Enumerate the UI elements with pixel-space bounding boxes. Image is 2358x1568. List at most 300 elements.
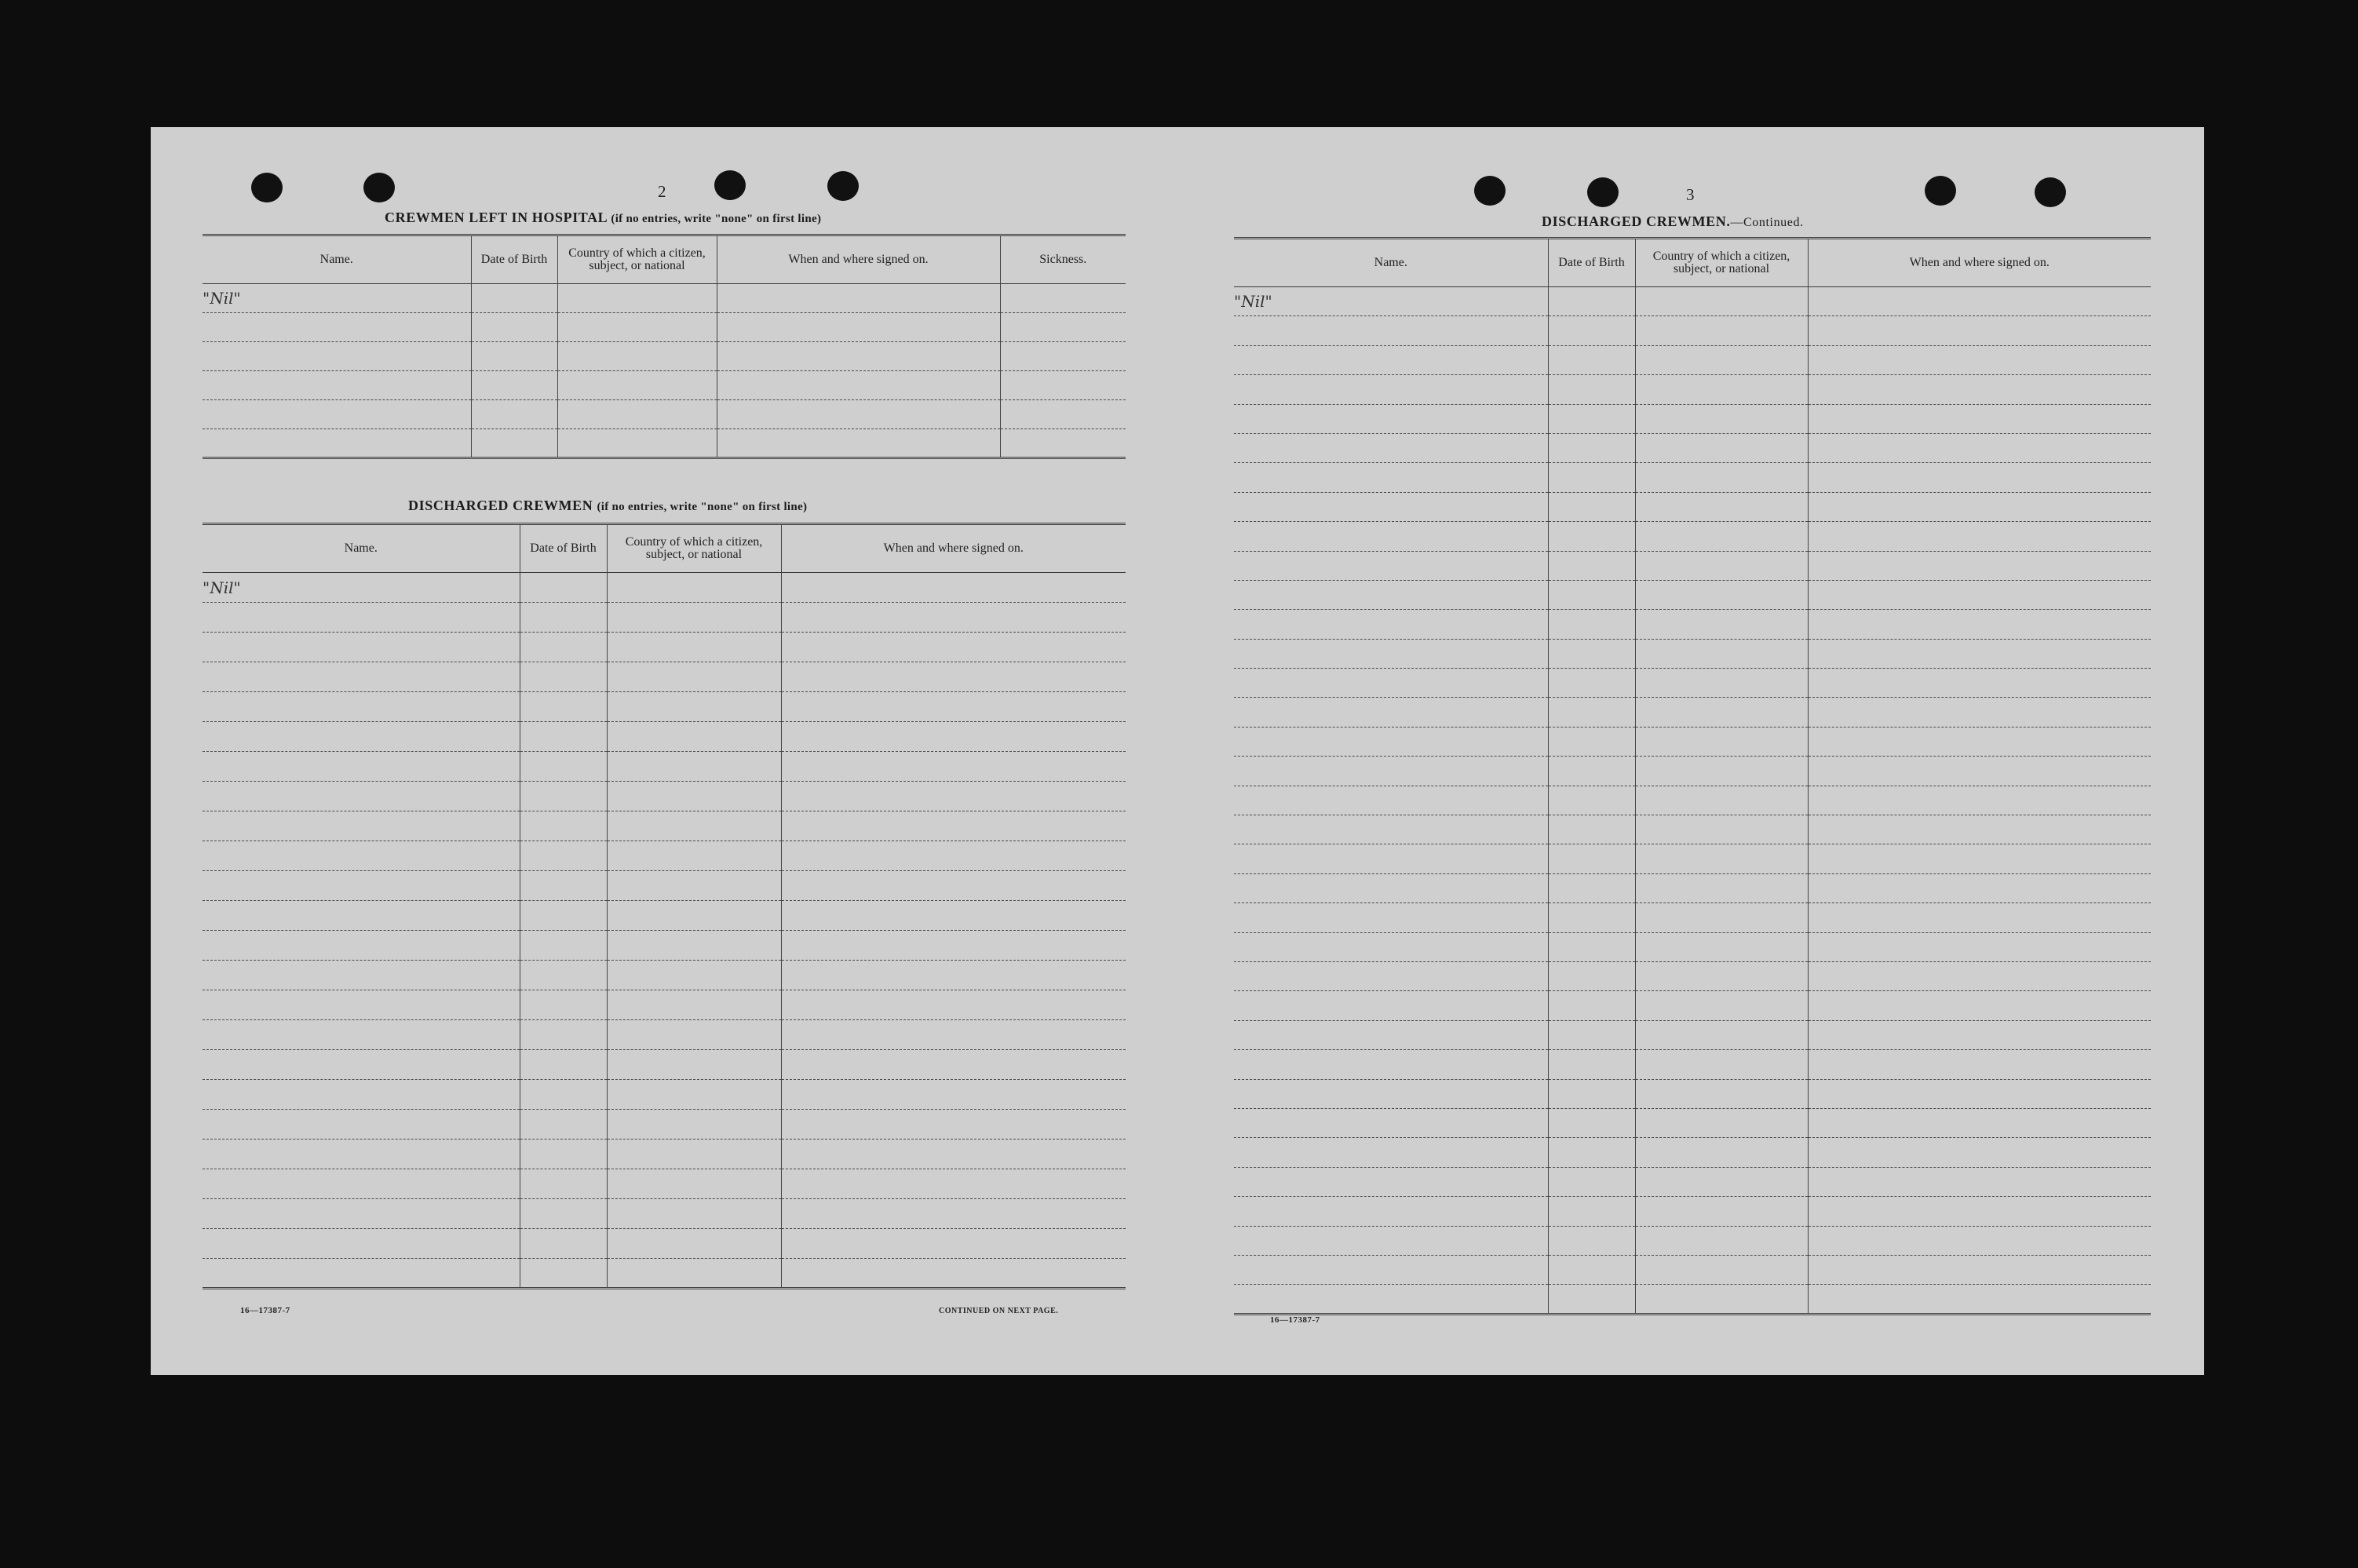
binder-hole	[251, 173, 283, 202]
table-row	[203, 722, 1126, 752]
table-cell	[1635, 932, 1808, 961]
table-row	[1234, 1138, 2151, 1167]
table-cell	[1548, 433, 1635, 462]
binder-hole	[1474, 176, 1506, 206]
table-row	[203, 990, 1126, 1020]
table-cell	[203, 371, 471, 400]
table-row	[1234, 1079, 2151, 1108]
table-cell	[520, 692, 607, 722]
table-cell	[1635, 1197, 1808, 1226]
table-cell	[203, 1110, 520, 1140]
table-cell	[1808, 345, 2151, 374]
table-cell	[203, 990, 520, 1020]
table-row	[203, 1140, 1126, 1169]
table-cell	[1234, 1020, 1548, 1049]
table-cell	[1635, 991, 1808, 1020]
table-cell	[203, 901, 520, 931]
table-row	[1234, 1285, 2151, 1314]
table-cell	[203, 1229, 520, 1259]
table-row	[1234, 961, 2151, 990]
table-cell	[781, 1169, 1126, 1199]
table-cell	[1635, 287, 1808, 316]
table-row	[1234, 345, 2151, 374]
table-row	[203, 1199, 1126, 1229]
table-cell	[1548, 345, 1635, 374]
table-cell	[607, 662, 781, 692]
table-row	[1234, 433, 2151, 462]
table-cell	[1548, 1050, 1635, 1079]
table-row	[1234, 727, 2151, 756]
table-row	[203, 1080, 1126, 1110]
table-cell	[781, 1020, 1126, 1050]
table-cell	[520, 752, 607, 782]
handwritten-nil-entry: "Nil"	[203, 284, 471, 313]
table-cell	[1234, 316, 1548, 345]
table-cell	[607, 811, 781, 841]
table-cell	[781, 841, 1126, 871]
table-cell	[1234, 1197, 1548, 1226]
table-cell	[1635, 639, 1808, 668]
table-row	[203, 692, 1126, 722]
table-cell	[1635, 551, 1808, 580]
table-cell	[1548, 316, 1635, 345]
table-cell	[1548, 903, 1635, 932]
hospital-section-title	[385, 210, 821, 226]
table-cell	[781, 573, 1126, 603]
table-cell	[1548, 463, 1635, 492]
column-header-sickness: Sickness.	[1000, 235, 1126, 284]
table-cell	[520, 841, 607, 871]
table-cell	[1000, 371, 1126, 400]
table-cell	[1635, 375, 1808, 404]
table-cell	[1548, 757, 1635, 786]
table-cell	[1635, 873, 1808, 903]
table-cell	[203, 1020, 520, 1050]
table-cell	[1808, 551, 2151, 580]
table-cell	[607, 871, 781, 901]
table-cell	[1635, 404, 1808, 433]
table-cell	[203, 633, 520, 662]
table-cell	[520, 961, 607, 990]
table-cell	[1234, 639, 1548, 668]
table-cell	[1234, 757, 1548, 786]
handwritten-nil-entry: "Nil"	[1234, 287, 1548, 316]
table-cell	[1635, 610, 1808, 639]
table-row	[1234, 492, 2151, 521]
table-cell	[781, 931, 1126, 961]
table-cell	[781, 1050, 1126, 1080]
column-header-signed-on: When and where signed on.	[717, 235, 1000, 284]
table-cell	[520, 1229, 607, 1259]
table-cell	[1808, 815, 2151, 844]
table-cell	[781, 1229, 1126, 1259]
discharged-title-note: (if no entries, write "none" on first line)	[597, 501, 808, 513]
binder-hole	[1925, 176, 1956, 206]
table-cell	[1808, 786, 2151, 815]
table-cell	[717, 371, 1000, 400]
table-cell	[607, 722, 781, 752]
table-cell	[1234, 1285, 1548, 1314]
table-cell	[1548, 1020, 1635, 1049]
table-cell	[607, 990, 781, 1020]
table-cell	[203, 961, 520, 990]
handwritten-nil-entry: "Nil"	[203, 573, 520, 603]
binder-hole	[2035, 177, 2066, 207]
table-cell	[1548, 580, 1635, 609]
table-cell	[781, 692, 1126, 722]
table-cell	[1234, 815, 1548, 844]
table-row	[1234, 932, 2151, 961]
table-row	[1234, 551, 2151, 580]
column-header-name: Name.	[203, 235, 471, 284]
table-cell	[520, 1050, 607, 1080]
table-cell	[203, 722, 520, 752]
table-cell	[203, 752, 520, 782]
table-row	[203, 1020, 1126, 1050]
table-cell	[1548, 639, 1635, 668]
table-cell	[717, 313, 1000, 342]
table-cell	[520, 1259, 607, 1289]
form-sheet	[151, 127, 2204, 1375]
table-cell	[1234, 345, 1548, 374]
table-cell	[1635, 1167, 1808, 1196]
table-cell	[1234, 844, 1548, 873]
table-cell	[520, 782, 607, 811]
table-cell	[1808, 1285, 2151, 1314]
form-number: 16—17387-7	[240, 1306, 290, 1315]
table-cell	[203, 692, 520, 722]
table-cell	[1808, 463, 2151, 492]
table-cell	[1234, 1167, 1548, 1196]
table-cell	[520, 990, 607, 1020]
table-cell	[1635, 815, 1808, 844]
table-cell	[1234, 1079, 1548, 1108]
hospital-table	[203, 234, 1126, 459]
table-row	[203, 603, 1126, 633]
table-cell	[1548, 375, 1635, 404]
table-cell	[781, 961, 1126, 990]
table-cell	[520, 931, 607, 961]
table-cell	[520, 603, 607, 633]
table-cell	[1635, 698, 1808, 727]
table-row	[203, 752, 1126, 782]
table-cell	[1635, 757, 1808, 786]
table-cell	[203, 1259, 520, 1289]
binder-hole	[827, 171, 859, 201]
table-cell	[1234, 522, 1548, 551]
table-row	[1234, 463, 2151, 492]
table-cell	[1808, 1138, 2151, 1167]
table-row	[203, 342, 1126, 371]
table-cell	[1548, 727, 1635, 756]
table-cell	[717, 429, 1000, 458]
table-row	[203, 1110, 1126, 1140]
table-cell	[1234, 404, 1548, 433]
table-cell	[1635, 345, 1808, 374]
table-cell	[1548, 844, 1635, 873]
column-header-date-of-birth: Date of Birth	[471, 235, 557, 284]
table-cell	[1548, 815, 1635, 844]
table-row	[1234, 669, 2151, 698]
table-cell	[781, 1199, 1126, 1229]
table-cell	[1548, 786, 1635, 815]
table-cell	[1234, 727, 1548, 756]
table-row	[203, 961, 1126, 990]
table-cell	[1635, 433, 1808, 462]
table-cell	[1548, 1255, 1635, 1284]
table-cell	[1808, 727, 2151, 756]
table-cell	[607, 1169, 781, 1199]
table-row	[1234, 698, 2151, 727]
table-cell	[1808, 1050, 2151, 1079]
table-cell	[557, 400, 717, 429]
table-row	[1234, 1226, 2151, 1255]
table-cell	[1808, 932, 2151, 961]
column-header-name: Name.	[1234, 239, 1548, 287]
table-cell	[203, 400, 471, 429]
table-cell	[520, 662, 607, 692]
table-cell	[1548, 1079, 1635, 1108]
table-cell	[1808, 698, 2151, 727]
table-cell	[607, 603, 781, 633]
table-cell	[203, 313, 471, 342]
discharged-continued-table	[1234, 237, 2151, 1315]
table-cell	[520, 1140, 607, 1169]
table-cell	[203, 1050, 520, 1080]
table-cell	[1635, 316, 1808, 345]
table-cell	[1234, 1108, 1548, 1137]
table-cell	[607, 1020, 781, 1050]
table-cell	[781, 603, 1126, 633]
table-cell	[607, 1199, 781, 1229]
table-cell	[1234, 1255, 1548, 1284]
form-number: 16—17387-7	[1270, 1315, 1320, 1325]
table-row	[203, 313, 1126, 342]
table-cell	[471, 400, 557, 429]
table-cell	[1000, 429, 1126, 458]
table-row	[203, 1259, 1126, 1289]
table-cell	[520, 722, 607, 752]
table-cell	[1234, 463, 1548, 492]
table-cell	[520, 1020, 607, 1050]
table-cell	[1234, 1138, 1548, 1167]
table-cell	[607, 692, 781, 722]
binder-hole	[1587, 177, 1619, 207]
column-header-country: Country of which a citizen, subject, or national	[1635, 239, 1808, 287]
table-cell	[1808, 1167, 2151, 1196]
column-header-name: Name.	[203, 524, 520, 573]
table-row	[203, 662, 1126, 692]
table-row	[1234, 404, 2151, 433]
table-row	[1234, 844, 2151, 873]
continued-label: —Continued.	[1730, 216, 1804, 229]
table-cell	[1234, 1226, 1548, 1255]
table-cell	[1808, 1108, 2151, 1137]
table-cell	[1635, 1285, 1808, 1314]
table-cell	[1548, 1167, 1635, 1196]
table-cell	[607, 901, 781, 931]
table-row	[1234, 757, 2151, 786]
table-row	[203, 1229, 1126, 1259]
table-cell	[203, 662, 520, 692]
table-cell	[781, 871, 1126, 901]
table-cell	[471, 313, 557, 342]
table-row	[1234, 375, 2151, 404]
column-header-signed-on: When and where signed on.	[1808, 239, 2151, 287]
table-cell	[1635, 844, 1808, 873]
table-row	[1234, 991, 2151, 1020]
column-header-date-of-birth: Date of Birth	[1548, 239, 1635, 287]
table-cell	[1808, 404, 2151, 433]
table-cell	[717, 342, 1000, 371]
table-cell	[1548, 991, 1635, 1020]
page-number: 2	[658, 182, 666, 201]
table-cell	[203, 1080, 520, 1110]
table-cell	[1635, 1079, 1808, 1108]
table-cell	[781, 633, 1126, 662]
table-cell	[717, 400, 1000, 429]
table-cell	[1808, 669, 2151, 698]
table-cell	[781, 1110, 1126, 1140]
table-cell	[1635, 1108, 1808, 1137]
table-cell	[607, 961, 781, 990]
table-cell	[1635, 727, 1808, 756]
table-cell	[607, 931, 781, 961]
table-cell	[1635, 903, 1808, 932]
table-cell	[607, 752, 781, 782]
binder-hole	[714, 170, 746, 200]
table-cell	[1234, 991, 1548, 1020]
table-row	[1234, 522, 2151, 551]
table-row	[203, 841, 1126, 871]
table-cell	[1808, 903, 2151, 932]
table-cell	[1234, 698, 1548, 727]
table-row	[1234, 287, 2151, 316]
table-cell	[607, 573, 781, 603]
table-cell	[1808, 991, 2151, 1020]
table-row	[1234, 1020, 2151, 1049]
table-row	[1234, 1108, 2151, 1137]
table-cell	[1635, 492, 1808, 521]
table-cell	[1548, 1285, 1635, 1314]
table-row	[203, 400, 1126, 429]
table-cell	[1000, 284, 1126, 313]
table-cell	[203, 603, 520, 633]
table-cell	[203, 931, 520, 961]
table-cell	[1635, 786, 1808, 815]
table-cell	[520, 1110, 607, 1140]
table-cell	[1808, 961, 2151, 990]
table-row	[203, 1169, 1126, 1199]
table-row	[1234, 1167, 2151, 1196]
discharged-section-title	[408, 498, 807, 514]
table-cell	[607, 1050, 781, 1080]
table-cell	[1635, 1226, 1808, 1255]
table-cell	[1548, 1197, 1635, 1226]
table-row	[1234, 1050, 2151, 1079]
table-cell	[557, 371, 717, 400]
table-row	[1234, 316, 2151, 345]
table-row	[1234, 610, 2151, 639]
table-cell	[781, 782, 1126, 811]
table-cell	[1808, 287, 2151, 316]
table-cell	[1548, 932, 1635, 961]
table-cell	[1234, 873, 1548, 903]
table-cell	[1548, 1138, 1635, 1167]
table-cell	[1234, 903, 1548, 932]
table-cell	[1548, 873, 1635, 903]
table-cell	[1548, 522, 1635, 551]
table-cell	[203, 1169, 520, 1199]
table-cell	[1234, 433, 1548, 462]
table-row	[1234, 903, 2151, 932]
table-cell	[1808, 316, 2151, 345]
table-cell	[203, 1199, 520, 1229]
table-cell	[1635, 1138, 1808, 1167]
table-row	[203, 429, 1126, 458]
table-cell	[1808, 1079, 2151, 1108]
table-cell	[1808, 639, 2151, 668]
table-row	[203, 573, 1126, 603]
table-cell	[1808, 375, 2151, 404]
table-row	[1234, 580, 2151, 609]
table-cell	[520, 1080, 607, 1110]
table-cell	[1548, 492, 1635, 521]
discharged-continued-title-text: DISCHARGED CREWMEN.	[1542, 213, 1731, 229]
column-header-signed-on: When and where signed on.	[781, 524, 1126, 573]
table-cell	[1234, 375, 1548, 404]
table-cell	[1234, 1050, 1548, 1079]
table-cell	[1635, 1050, 1808, 1079]
table-cell	[471, 342, 557, 371]
table-cell	[1548, 1226, 1635, 1255]
table-row	[1234, 873, 2151, 903]
column-header-country: Country of which a citizen, subject, or national	[607, 524, 781, 573]
table-cell	[1808, 610, 2151, 639]
table-row	[203, 371, 1126, 400]
table-cell	[1548, 698, 1635, 727]
table-cell	[520, 633, 607, 662]
table-row	[203, 633, 1126, 662]
discharged-table	[203, 523, 1126, 1289]
table-cell	[520, 1169, 607, 1199]
table-cell	[1548, 404, 1635, 433]
table-row	[203, 782, 1126, 811]
table-cell	[203, 782, 520, 811]
table-cell	[520, 573, 607, 603]
table-cell	[520, 1199, 607, 1229]
table-row	[1234, 1197, 2151, 1226]
column-header-country: Country of which a citizen, subject, or national	[557, 235, 717, 284]
table-cell	[1808, 433, 2151, 462]
table-cell	[607, 1229, 781, 1259]
table-cell	[1234, 492, 1548, 521]
hospital-title-text: CREWMEN LEFT IN HOSPITAL	[385, 210, 608, 225]
table-cell	[1548, 961, 1635, 990]
table-row	[203, 901, 1126, 931]
discharged-continued-title	[1542, 213, 1804, 230]
table-cell	[1635, 580, 1808, 609]
table-cell	[607, 782, 781, 811]
table-row	[203, 931, 1126, 961]
table-cell	[1635, 522, 1808, 551]
table-cell	[520, 811, 607, 841]
table-cell	[781, 662, 1126, 692]
table-cell	[557, 429, 717, 458]
table-cell	[607, 841, 781, 871]
table-cell	[781, 752, 1126, 782]
table-cell	[1808, 1255, 2151, 1284]
